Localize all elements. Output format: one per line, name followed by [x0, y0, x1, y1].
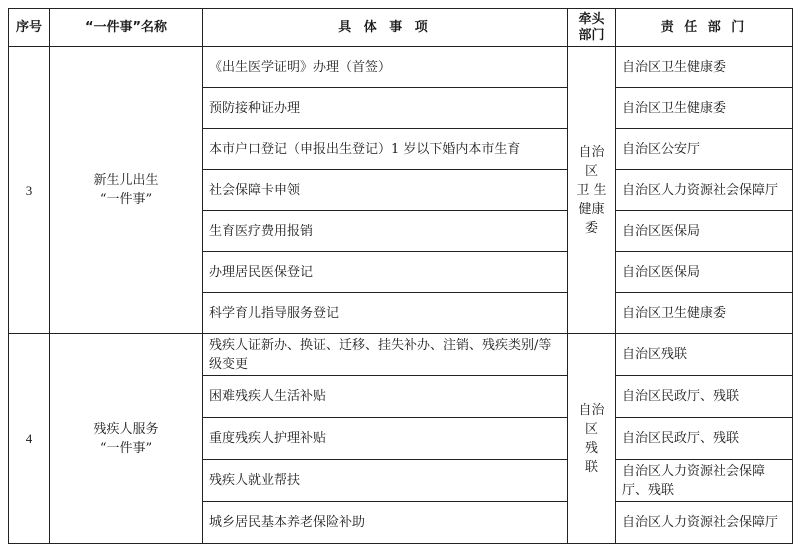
header-lead-line-1: 牵头: [578, 11, 605, 27]
group-name: [50, 334, 203, 544]
item-cell: 生育医疗费用报销: [203, 211, 568, 252]
table-row: [9, 334, 793, 376]
header-dept: 责 任 部 门: [616, 9, 793, 47]
header-seq: 序号: [9, 9, 50, 47]
item-cell: 社会保障卡申领: [203, 170, 568, 211]
group-name-line-2: “一件事”: [99, 440, 153, 456]
lead-dept: [568, 334, 616, 544]
header-items: 具 体 事 项: [203, 9, 568, 47]
responsibility-table: [8, 8, 793, 544]
dept-cell: 自治区民政厅、残联: [616, 376, 793, 418]
table-row: [9, 47, 793, 88]
group-name: [50, 47, 203, 334]
lead-dept-line-3: 健康委: [578, 201, 605, 236]
group-name-line-1: 新生儿出生: [93, 173, 159, 188]
lead-dept-line-1: 自治区: [578, 144, 605, 179]
item-cell: 困难残疾人生活补贴: [203, 376, 568, 418]
item-cell: 科学育儿指导服务登记: [203, 293, 568, 334]
group-name-line-2: “一件事”: [99, 192, 153, 207]
lead-dept-line-2: 残 联: [584, 440, 612, 475]
dept-cell: 自治区卫生健康委: [616, 88, 793, 129]
dept-cell: 自治区卫生健康委: [616, 47, 793, 88]
dept-cell: 自治区民政厅、残联: [616, 418, 793, 460]
lead-dept-line-2: 卫 生: [576, 182, 607, 198]
lead-dept-line-1: 自治区: [578, 402, 605, 437]
header-lead: [568, 9, 616, 47]
item-cell: 《出生医学证明》办理（首签）: [203, 47, 568, 88]
dept-cell: 自治区残联: [616, 334, 793, 376]
item-cell: 城乡居民基本养老保险补助: [203, 502, 568, 544]
dept-cell: 自治区卫生健康委: [616, 293, 793, 334]
dept-cell: 自治区人力资源社会保障厅: [616, 502, 793, 544]
item-cell: 本市户口登记（申报出生登记）1 岁以下婚内本市生育: [203, 129, 568, 170]
item-cell: 残疾人证新办、换证、迁移、挂失补办、注销、残疾类别/等级变更: [203, 334, 568, 376]
header-lead-line-2: 部门: [578, 27, 605, 43]
group-name-line-1: 残疾人服务: [93, 421, 159, 437]
dept-cell: 自治区公安厅: [616, 129, 793, 170]
item-cell: 预防接种证办理: [203, 88, 568, 129]
item-cell: 重度残疾人护理补贴: [203, 418, 568, 460]
dept-cell: 自治区医保局: [616, 252, 793, 293]
item-cell: 办理居民医保登记: [203, 252, 568, 293]
dept-cell: 自治区人力资源社会保障厅: [616, 170, 793, 211]
lead-dept: [568, 47, 616, 334]
group-seq: 4: [9, 334, 50, 544]
header-row: [9, 9, 793, 47]
dept-cell: 自治区医保局: [616, 211, 793, 252]
item-cell: 残疾人就业帮扶: [203, 460, 568, 502]
dept-cell: 自治区人力资源社会保障厅、残联: [616, 460, 793, 502]
group-seq: 3: [9, 47, 50, 334]
header-name: “一件事”名称: [50, 9, 203, 47]
